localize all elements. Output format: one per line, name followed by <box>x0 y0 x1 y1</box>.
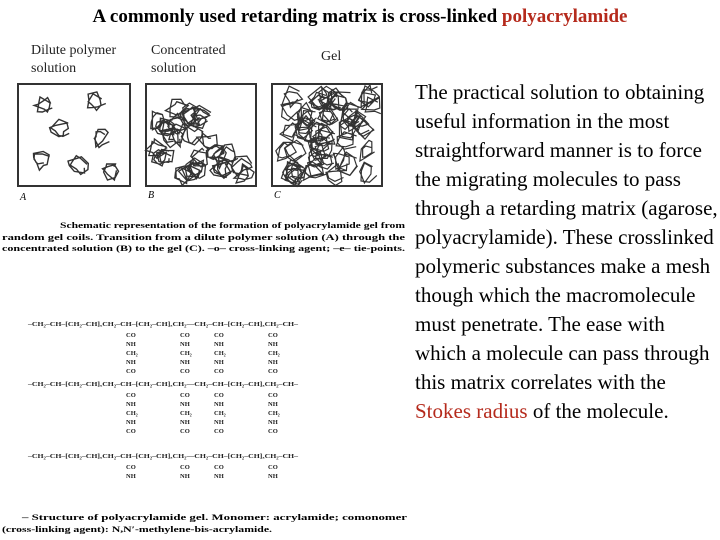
side-group: CO <box>180 464 190 471</box>
side-group: CH₂ <box>126 410 138 417</box>
side-group: CH₂ <box>126 350 138 357</box>
concentrated-coils <box>146 99 255 185</box>
polymer-coil <box>169 124 186 147</box>
polymer-coil <box>146 139 167 158</box>
side-group: CH₂ <box>180 350 192 357</box>
box-label-c: C <box>274 190 281 201</box>
side-group: NH <box>214 359 224 366</box>
figure-caption-line-2: random gel coils. Transition from a dilute polymer solution (A) through the <box>2 232 406 242</box>
side-group: CO <box>268 428 278 435</box>
side-group: NH <box>180 341 190 348</box>
backbone-chain: –CH₂–CH–[CH₂–CH]ₓCH₂–CH–[CH₂–CH]ₓCH₂––CH₂–CH–[CH₂–CH]ₓCH₂–CH– <box>26 321 299 328</box>
label-dilute-polymer-solution: Dilute polymer solution <box>31 43 117 76</box>
slide-title <box>0 6 720 28</box>
side-group: NH <box>126 341 136 348</box>
side-group: CO <box>126 332 136 339</box>
structural-formula <box>27 321 299 480</box>
backbone-chain: –CH₂–CH–[CH₂–CH]ₓCH₂–CH–[CH₂–CH]ₓCH₂––CH₂–CH–[CH₂–CH]ₓCH₂–CH– <box>26 453 299 460</box>
side-group: NH <box>180 401 190 408</box>
title-prefix: A commonly used retarding matrix is cross-linked <box>92 6 502 27</box>
side-group: NH <box>214 401 224 408</box>
polymer-coil <box>334 147 350 170</box>
figure-caption-line-1: Schematic representation of the formation of polyacrylamide gel from <box>60 220 407 230</box>
side-group: CH₂ <box>214 410 226 417</box>
side-group: CO <box>268 464 278 471</box>
side-group: CH₂ <box>268 410 280 417</box>
side-group: NH <box>180 473 190 480</box>
side-group: NH <box>268 419 278 426</box>
structure-caption-line-2: (cross-linking agent): N,N′-methylene-bis-acrylamide. <box>2 524 272 534</box>
polymer-coil <box>88 92 106 110</box>
side-group: CO <box>268 392 278 399</box>
polymer-coil <box>360 162 377 183</box>
gel-network <box>276 85 381 187</box>
side-group: CO <box>214 368 224 375</box>
polymer-coil <box>68 156 88 175</box>
label-gel: Gel <box>321 49 342 64</box>
side-group: NH <box>126 359 136 366</box>
side-group: NH <box>126 419 136 426</box>
side-group: CO <box>268 332 278 339</box>
polyacrylamide-figure <box>0 80 410 540</box>
side-group: CH₂ <box>268 350 280 357</box>
side-group: NH <box>268 401 278 408</box>
side-group: CO <box>180 428 190 435</box>
polymer-coil <box>360 140 375 161</box>
side-group: NH <box>268 341 278 348</box>
side-group: CO <box>214 464 224 471</box>
side-group: NH <box>126 473 136 480</box>
dilute-coils <box>34 92 119 180</box>
structure-caption-line-1: – Structure of polyacrylamide gel. Monomer: acrylamide; comonomer <box>20 512 408 522</box>
side-group: CO <box>180 392 190 399</box>
side-group: NH <box>180 359 190 366</box>
side-group: NH <box>268 359 278 366</box>
side-group: NH <box>180 419 190 426</box>
side-group: CO <box>126 368 136 375</box>
body-text-end: of the molecule. <box>527 399 669 423</box>
title-highlight: polyacrylamide <box>501 6 628 27</box>
polymer-coil <box>50 119 70 136</box>
side-group: CO <box>214 428 224 435</box>
side-group: NH <box>214 473 224 480</box>
side-group: NH <box>214 419 224 426</box>
side-group: CO <box>214 332 224 339</box>
backbone-chain: –CH₂–CH–[CH₂–CH]ₓCH₂–CH–[CH₂–CH]ₓCH₂––CH₂–CH–[CH₂–CH]ₓCH₂–CH– <box>26 381 299 388</box>
polymer-coil <box>103 164 119 180</box>
side-group: CO <box>126 428 136 435</box>
figure-caption-line-3: concentrated solution (B) to the gel (C). –o– cross-linking agent; –e– tie-points. <box>2 243 406 253</box>
label-concentrated-solution: Concentrated solution <box>151 43 226 76</box>
side-group: CH₂ <box>214 350 226 357</box>
side-group: NH <box>126 401 136 408</box>
side-group: CH₂ <box>180 410 192 417</box>
body-paragraph <box>415 78 720 426</box>
side-group: CO <box>126 464 136 471</box>
body-text-main: The practical solution to obtaining useful information in the most straightforward manner is to force the migrating molecules to pass through a retarding matrix (agarose, polyacrylamide). These crosslinked polymeric substances make a mesh though which the macromolecule must penetrate. The ease with which a molecule can pass through this matrix correlates with the <box>415 80 718 394</box>
box-label-b: B <box>148 190 155 201</box>
polymer-coil <box>34 97 52 112</box>
side-group: CO <box>214 392 224 399</box>
side-group: NH <box>214 341 224 348</box>
side-group: CO <box>180 332 190 339</box>
side-group: NH <box>268 473 278 480</box>
polymer-coil <box>34 152 50 171</box>
side-group: CO <box>180 368 190 375</box>
side-group: CO <box>268 368 278 375</box>
side-group: CO <box>126 392 136 399</box>
stokes-radius-highlight: Stokes radius <box>415 399 528 423</box>
polymer-coil <box>94 129 109 147</box>
box-label-a: A <box>20 192 27 203</box>
